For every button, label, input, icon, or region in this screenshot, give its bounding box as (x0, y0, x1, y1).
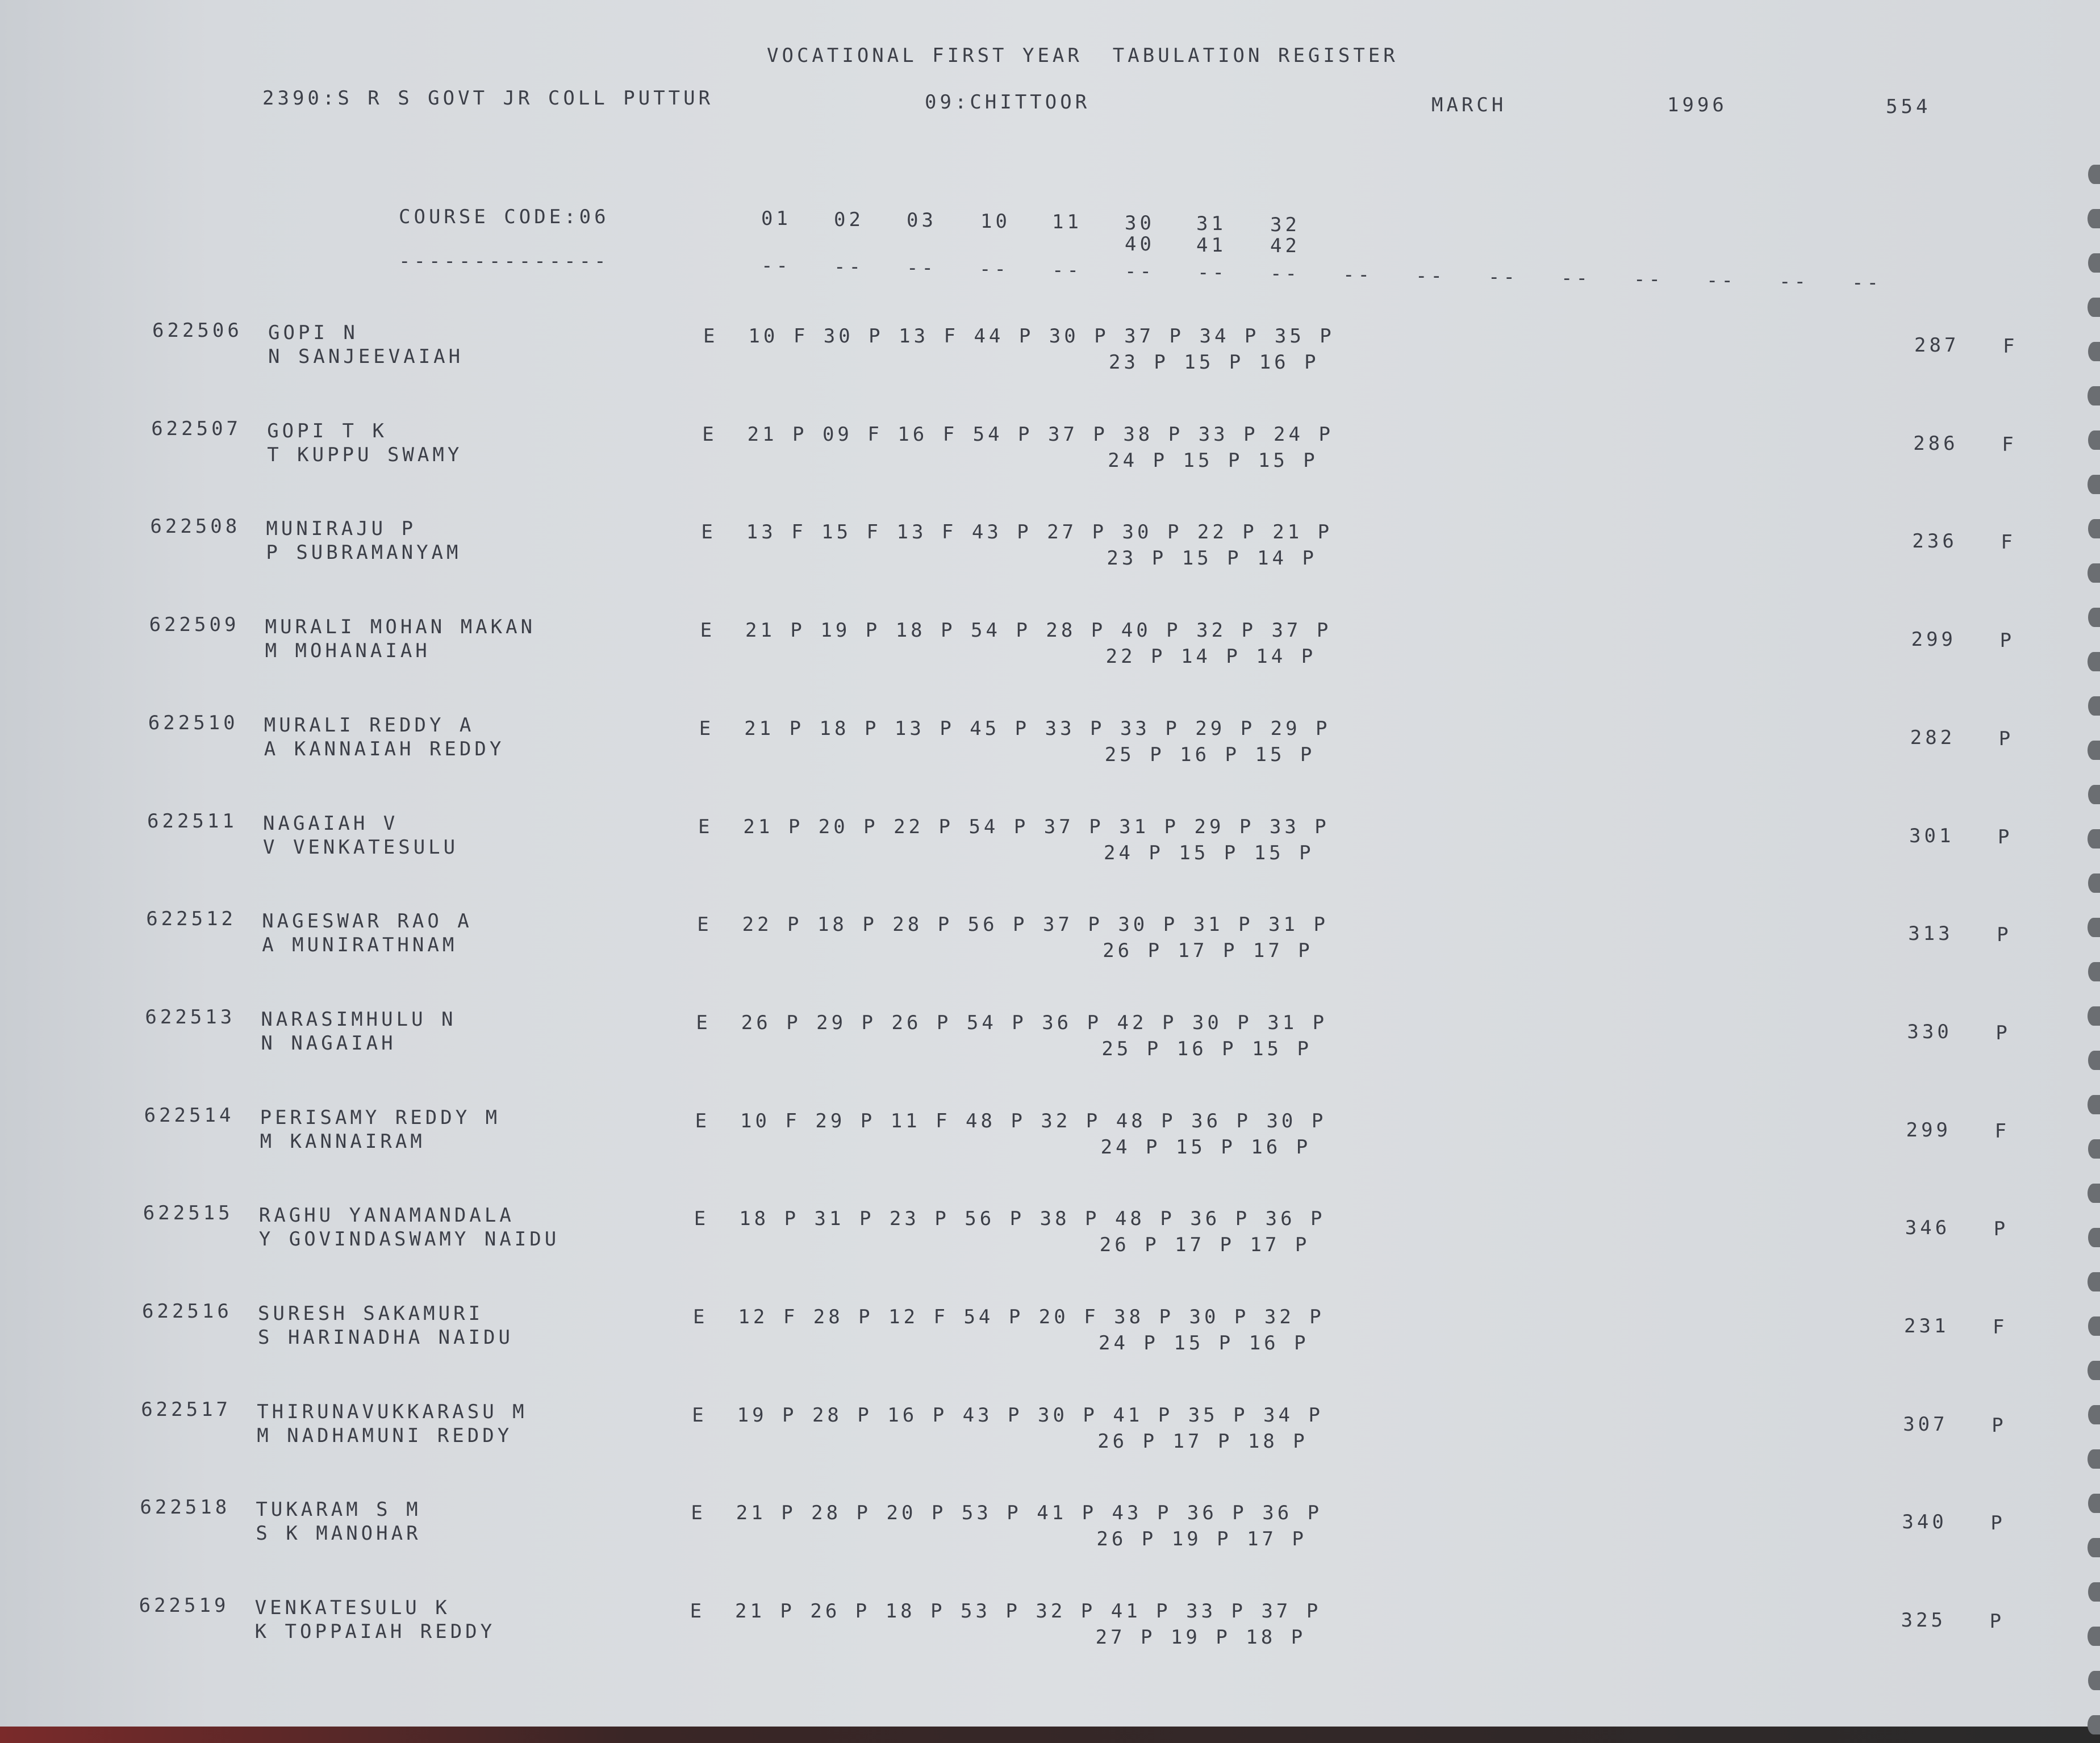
student-id: 622513 (145, 1005, 236, 1029)
subject-dash: -- (1634, 268, 1664, 291)
parent-name: N SANJEEVAIAH (268, 345, 464, 368)
binder-hole (2088, 696, 2100, 716)
subject-dash: -- (907, 257, 937, 279)
binder-hole (2088, 1361, 2100, 1380)
binder-hole (2088, 1051, 2100, 1070)
binder-hole (2088, 1095, 2100, 1114)
binder-hole (2088, 1449, 2100, 1469)
district-name: 09:CHITTOOR (925, 91, 1091, 114)
student-name: GOPI T K (267, 419, 387, 442)
parent-name: P SUBRAMANYAM (266, 541, 462, 565)
binder-hole (2088, 962, 2100, 981)
total-marks: 231 (1904, 1315, 1949, 1337)
binder-hole (2088, 298, 2100, 317)
binder-hole (2088, 386, 2100, 406)
subject-dash: -- (1488, 266, 1518, 289)
subject-code: 31 (1196, 212, 1226, 235)
student-id: 622506 (152, 319, 243, 342)
subject-code: 32 (1270, 213, 1300, 236)
parent-name: M MOHANAIAH (265, 639, 431, 663)
subject-dash: -- (1343, 264, 1373, 286)
page-number: 554 (1886, 95, 1931, 118)
student-id: 622512 (146, 908, 237, 931)
result-status: P (1998, 825, 2013, 848)
student-id: 622516 (142, 1300, 232, 1323)
binder-hole (2088, 519, 2100, 538)
binder-hole (2088, 475, 2100, 494)
parent-name: S K MANOHAR (256, 1522, 421, 1545)
subject-marks: E 10 F 30 P 13 F 44 P 30 P 37 P 34 P 35 P (703, 325, 1335, 348)
subject-marks-second: 26 P 17 P 17 P (1103, 939, 1313, 963)
total-marks: 313 (1908, 922, 1953, 946)
subject-marks: E 21 P 09 F 16 F 54 P 37 P 38 P 33 P 24 P (702, 423, 1334, 446)
parent-name: Y GOVINDASWAMY NAIDU (258, 1228, 560, 1251)
student-id: 622519 (139, 1594, 229, 1617)
student-name: RAGHU YANAMANDALA (258, 1204, 515, 1227)
binder-hole (2088, 1006, 2100, 1026)
subject-marks-second: 25 P 16 P 15 P (1104, 743, 1316, 766)
subject-marks: E 19 P 28 P 16 P 43 P 30 P 41 P 35 P 34 P (692, 1403, 1324, 1427)
subject-marks: E 22 P 18 P 28 P 56 P 37 P 30 P 31 P 31 P (697, 913, 1329, 937)
subject-dash: -- (1779, 270, 1809, 293)
total-marks: 299 (1906, 1118, 1952, 1142)
subject-marks-second: 24 P 15 P 15 P (1104, 841, 1314, 864)
subject-dash: -- (1706, 269, 1736, 292)
binder-hole (2088, 1272, 2100, 1291)
student-name: THIRUNAVUKKARASU M (257, 1400, 528, 1423)
binder-hole (2088, 785, 2100, 804)
subject-code: 10 (980, 210, 1011, 233)
student-id: 622514 (144, 1104, 235, 1127)
binder-hole (2088, 1538, 2100, 1557)
exam-month: MARCH (1431, 94, 1507, 116)
subject-marks-second: 26 P 17 P 18 P (1097, 1429, 1308, 1453)
student-name: GOPI N (268, 321, 358, 344)
subject-dash: -- (1125, 260, 1155, 283)
subject-marks-second: 23 P 15 P 16 P (1109, 351, 1320, 374)
total-marks: 340 (1902, 1511, 1947, 1534)
subject-dash: -- (1052, 259, 1082, 282)
register-title: VOCATIONAL FIRST YEAR TABULATION REGISTER (767, 44, 1398, 67)
student-id: 622507 (151, 417, 242, 440)
subject-code: 40 (1125, 233, 1155, 256)
student-name: SURESH SAKAMURI (258, 1302, 484, 1325)
student-id: 622515 (143, 1202, 233, 1225)
result-status: F (1993, 1316, 2008, 1339)
subject-code: 02 (834, 208, 864, 231)
subject-code: 11 (1052, 211, 1082, 233)
parent-name: K TOPPAIAH REDDY (254, 1620, 496, 1644)
student-id: 622509 (149, 613, 240, 637)
result-status: P (1992, 1414, 2007, 1437)
binder-hole (2088, 209, 2100, 228)
total-marks: 236 (1912, 530, 1957, 553)
student-id: 622517 (141, 1398, 232, 1421)
result-status: P (1999, 629, 2015, 653)
subject-marks-second: 22 P 14 P 14 P (1105, 645, 1317, 668)
subject-dash: -- (1416, 265, 1446, 287)
subject-code: 30 (1125, 211, 1155, 235)
subject-marks-second: 26 P 19 P 17 P (1096, 1528, 1307, 1551)
total-marks: 330 (1907, 1020, 1952, 1043)
total-marks: 325 (1901, 1609, 1947, 1632)
binder-hole (2088, 652, 2100, 671)
college-name: 2390:S R S GOVT JR COLL PUTTUR (262, 87, 714, 110)
result-status: P (1989, 1610, 2005, 1633)
course-code: COURSE CODE:06 (399, 206, 609, 228)
subject-dash: -- (1561, 267, 1591, 290)
binder-hole (2088, 1316, 2100, 1336)
subject-code: 41 (1196, 233, 1226, 257)
result-status: P (1990, 1512, 2006, 1535)
result-status: P (1998, 727, 2014, 750)
binder-hole (2088, 1627, 2100, 1646)
subject-dash: -- (1270, 262, 1300, 285)
student-name: NAGESWAR RAO A (262, 910, 473, 933)
parent-name: M NADHAMUNI REDDY (257, 1424, 513, 1447)
subject-dash: -- (834, 256, 864, 278)
result-status: F (2003, 335, 2018, 358)
binder-hole (2088, 873, 2100, 893)
subject-marks: E 12 F 28 P 12 F 54 P 20 F 38 P 30 P 32 P (693, 1306, 1325, 1328)
binder-hole (2088, 1228, 2100, 1247)
subject-marks-second: 27 P 19 P 18 P (1095, 1626, 1306, 1649)
student-name: TUKARAM S M (256, 1498, 421, 1522)
student-id: 622511 (147, 809, 237, 833)
total-marks: 301 (1909, 824, 1955, 847)
bottom-edge (0, 1727, 2100, 1743)
subject-marks-second: 24 P 15 P 16 P (1099, 1332, 1309, 1355)
result-status: F (2001, 531, 2016, 554)
subject-dash: -- (1852, 271, 1882, 294)
student-name: MURALI REDDY A (264, 713, 475, 737)
parent-name: M KANNAIRAM (260, 1130, 425, 1153)
binder-hole (2088, 563, 2100, 583)
binder-hole (2088, 608, 2100, 627)
subject-dash: -- (1197, 261, 1228, 284)
subject-marks-second: 26 P 17 P 17 P (1099, 1234, 1310, 1257)
total-marks: 346 (1905, 1217, 1951, 1240)
binder-hole (2088, 1184, 2100, 1203)
binder-hole (2088, 1715, 2100, 1734)
student-id: 622510 (148, 711, 239, 734)
subject-marks-second: 25 P 16 P 15 P (1101, 1037, 1312, 1060)
student-name: PERISAMY REDDY M (260, 1106, 501, 1129)
subject-code: 03 (907, 209, 937, 232)
subject-marks: E 18 P 31 P 23 P 56 P 38 P 48 P 36 P 36 P (694, 1207, 1326, 1231)
subject-marks: E 21 P 19 P 18 P 54 P 28 P 40 P 32 P 37 P (700, 619, 1332, 642)
parent-name: T KUPPU SWAMY (267, 443, 463, 466)
subject-marks: E 21 P 20 P 22 P 54 P 37 P 31 P 29 P 33 P (698, 815, 1330, 838)
binder-hole (2088, 1405, 2100, 1424)
total-marks: 299 (1911, 628, 1957, 651)
total-marks: 286 (1913, 432, 1959, 455)
binder-hole (2088, 253, 2100, 273)
binder-hole (2088, 165, 2100, 184)
parent-name: V VENKATESULU (263, 835, 459, 859)
parent-name: A MUNIRATHNAM (262, 934, 458, 957)
subject-marks: E 26 P 29 P 26 P 54 P 36 P 42 P 30 P 31 P (696, 1011, 1328, 1034)
binder-hole (2088, 1494, 2100, 1513)
student-name: VENKATESULU K (254, 1596, 450, 1620)
parent-name: S HARINADHA NAIDU (258, 1326, 513, 1349)
subject-code: 42 (1270, 235, 1300, 257)
subject-marks: E 21 P 18 P 13 P 45 P 33 P 33 P 29 P 29 P (699, 717, 1331, 740)
result-status: P (1993, 1218, 2009, 1241)
result-status: F (1994, 1119, 2010, 1143)
binder-hole (2088, 1671, 2100, 1690)
subject-marks: E 21 P 26 P 18 P 53 P 32 P 41 P 33 P 37 P (690, 1600, 1322, 1623)
result-status: P (1995, 1021, 2011, 1044)
subject-marks: E 10 F 29 P 11 F 48 P 32 P 48 P 36 P 30 P (695, 1109, 1327, 1132)
total-marks: 282 (1910, 726, 1956, 749)
student-name: NAGAIAH V (263, 812, 399, 835)
binder-hole (2088, 829, 2100, 848)
subject-dash: -- (761, 254, 791, 277)
subject-marks: E 13 F 15 F 13 F 43 P 27 P 30 P 22 P 21 P (701, 521, 1333, 544)
result-status: F (2002, 433, 2017, 456)
subject-marks: E 21 P 28 P 20 P 53 P 41 P 43 P 36 P 36 P (691, 1502, 1323, 1525)
student-id: 622508 (150, 515, 241, 538)
binder-hole (2088, 342, 2100, 361)
student-id: 622518 (140, 1496, 231, 1519)
parent-name: N NAGAIAH (261, 1031, 396, 1055)
subject-marks-second: 23 P 15 P 14 P (1107, 547, 1317, 570)
binder-hole (2088, 1582, 2100, 1602)
total-marks: 287 (1914, 334, 1960, 357)
total-marks: 307 (1903, 1412, 1948, 1436)
binder-hole (2088, 741, 2100, 760)
student-name: MURALI MOHAN MAKAN (265, 616, 536, 639)
subject-code: 01 (761, 207, 791, 230)
subject-marks-second: 24 P 15 P 15 P (1108, 449, 1318, 472)
exam-year: 1996 (1667, 94, 1727, 116)
parent-name: A KANNAIAH REDDY (264, 737, 505, 760)
binder-hole (2088, 430, 2100, 450)
subject-marks-second: 24 P 15 P 16 P (1100, 1135, 1312, 1159)
subject-dash: -- (979, 258, 1009, 281)
course-code-underline: -------------- (399, 250, 609, 273)
binder-hole (2088, 918, 2100, 937)
student-name: NARASIMHULU N (261, 1008, 457, 1031)
result-status: P (1997, 923, 2012, 947)
binder-hole (2088, 1139, 2100, 1159)
student-name: MUNIRAJU P (266, 517, 417, 541)
